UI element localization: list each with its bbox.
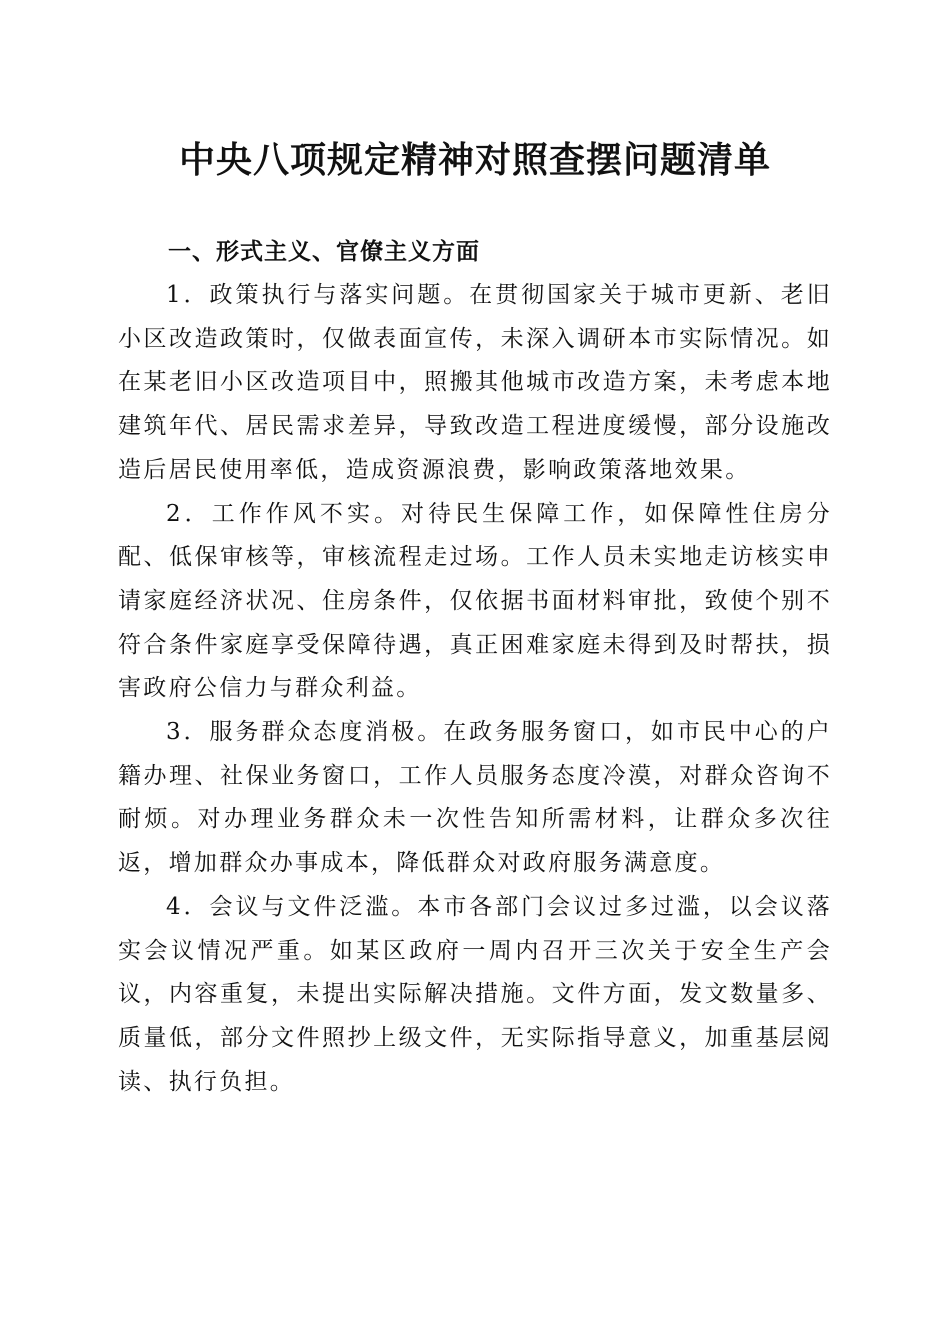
section-heading: 一、形式主义、官僚主义方面 xyxy=(168,239,480,265)
paragraph-meetings-documents: 4．会议与文件泛滥。本市各部门会议过多过滥，以会议落实会议情况严重。如某区政府一周内召开三次关于安全生产会议，内容重复，未提出实际解决措施。文件方面，发文数量多、质量低，部分文件照抄上级文件，无实际指导意义，加重基层阅读、执行负担。 xyxy=(118,893,832,1095)
paragraph-work-style: 2．工作作风不实。对待民生保障工作，如保障性住房分配、低保审核等，审核流程走过场。工作人员未实地走访核实申请家庭经济状况、住房条件，仅依据书面材料审批，致使个别不符合条件家庭享受保障待遇，真正困难家庭未得到及时帮扶，损害政府公信力与群众利益。 xyxy=(118,500,832,702)
paragraph-service-attitude: 3．服务群众态度消极。在政务服务窗口，如市民中心的户籍办理、社保业务窗口，工作人员服务态度冷漠，对群众咨询不耐烦。对办理业务群众未一次性告知所需材料，让群众多次往返，增加群众办事成本，降低群众对政府服务满意度。 xyxy=(118,719,832,877)
document-body xyxy=(118,230,832,1104)
document-title: 中央八项规定精神对照查摆问题清单 xyxy=(178,139,771,181)
paragraph-policy-implementation: 1．政策执行与落实问题。在贯彻国家关于城市更新、老旧小区改造政策时，仅做表面宣传，未深入调研本市实际情况。如在某老旧小区改造项目中，照搬其他城市改造方案，未考虑本地建筑年代、居民需求差异，导致改造工程进度缓慢，部分设施改造后居民使用率低，造成资源浪费，影响政策落地效果。 xyxy=(118,282,832,483)
